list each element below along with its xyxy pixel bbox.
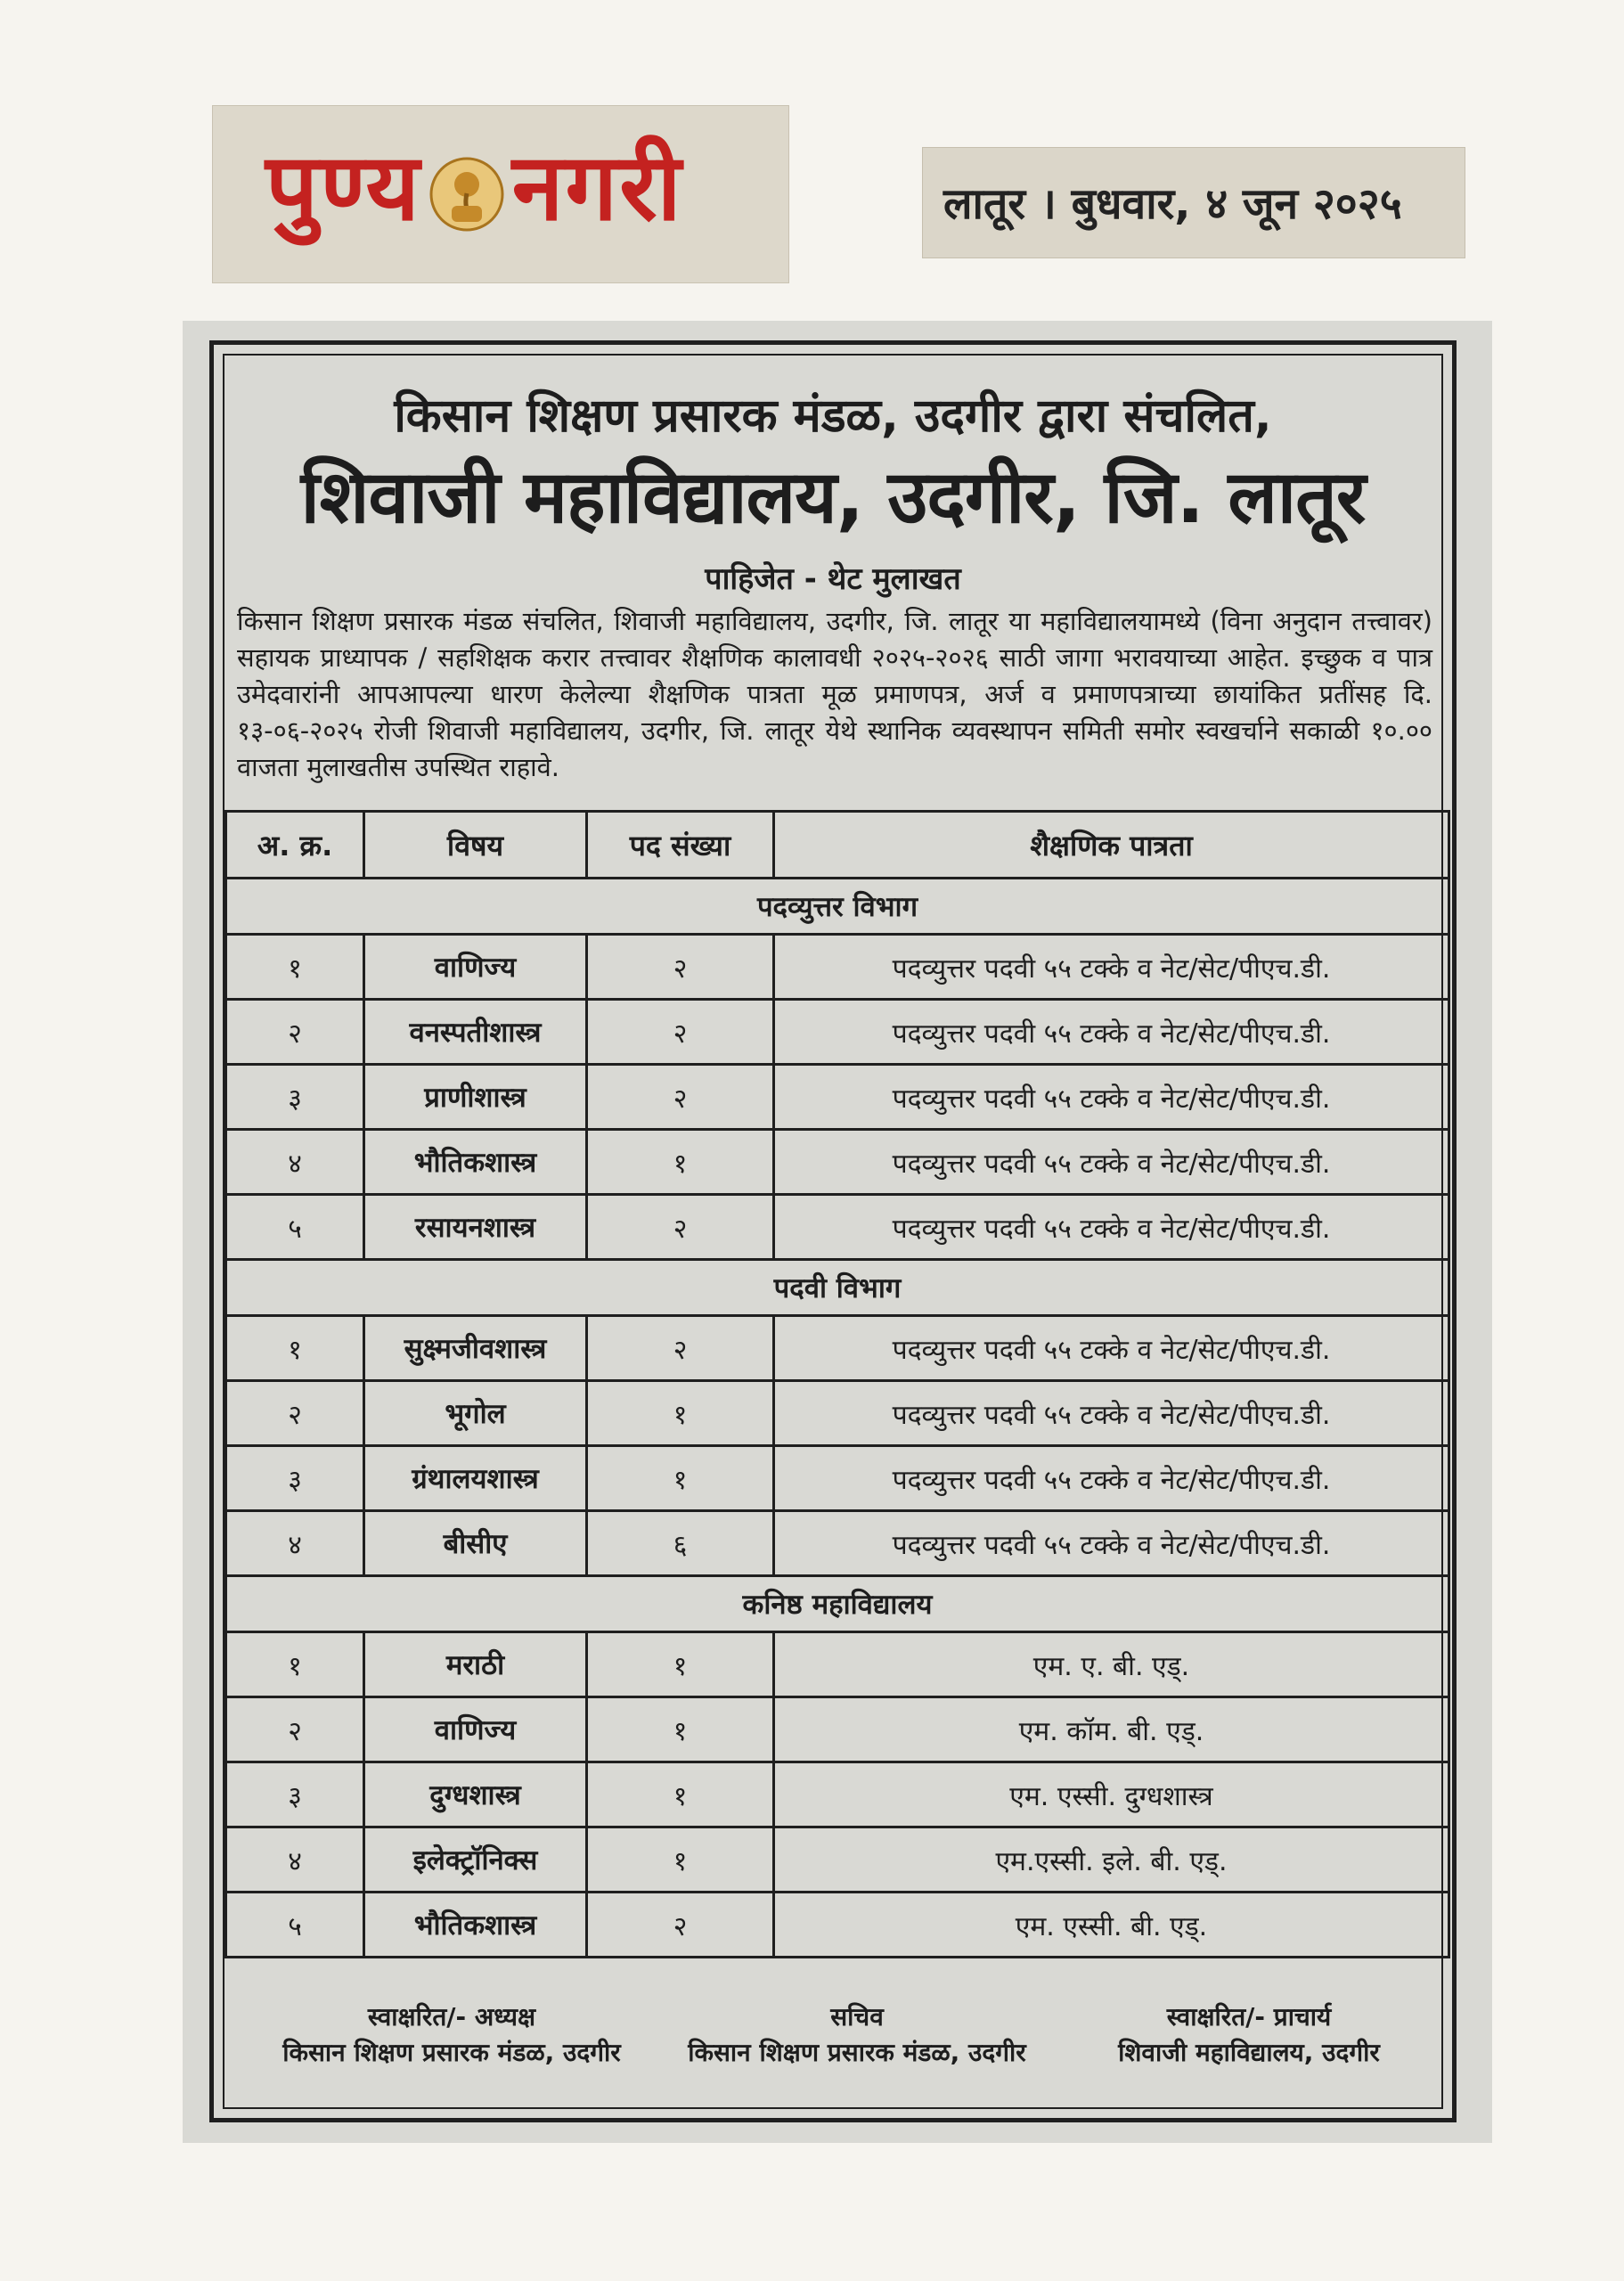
- cell-posts: १: [587, 1697, 774, 1762]
- cell-serial: ३: [226, 1446, 364, 1511]
- cell-qualification: पदव्युत्तर पदवी ५५ टक्के व नेट/सेट/पीएच.डी.: [774, 1195, 1449, 1260]
- cell-qualification: पदव्युत्तर पदवी ५५ टक्के व नेट/सेट/पीएच.डी.: [774, 1130, 1449, 1195]
- cell-posts: २: [587, 1316, 774, 1381]
- cell-serial: १: [226, 1316, 364, 1381]
- table-row: [226, 1000, 1449, 1065]
- cell-serial: १: [226, 935, 364, 1000]
- ganesh-icon: [427, 154, 507, 234]
- cell-posts: २: [587, 1065, 774, 1130]
- cell-qualification: एम. एस्सी. दुग्धशास्त्र: [774, 1762, 1449, 1827]
- notice-inner: [223, 354, 1443, 2109]
- table-row: [226, 1827, 1449, 1893]
- cell-posts: २: [587, 1000, 774, 1065]
- dateline-clip: [922, 147, 1465, 258]
- table-row: [226, 1316, 1449, 1381]
- cell-subject: वाणिज्य: [364, 1697, 587, 1762]
- cell-subject: भौतिकशास्त्र: [364, 1893, 587, 1958]
- cell-serial: १: [226, 1632, 364, 1697]
- signature-secretary: [670, 1999, 1044, 2071]
- table-row: [226, 1381, 1449, 1446]
- cell-qualification: पदव्युत्तर पदवी ५५ टक्के व नेट/सेट/पीएच.डी.: [774, 1065, 1449, 1130]
- cell-subject: भूगोल: [364, 1381, 587, 1446]
- table-row: [226, 935, 1449, 1000]
- table-row: [226, 1446, 1449, 1511]
- table-row: [226, 1130, 1449, 1195]
- logo-right-text: नगरी: [511, 133, 683, 241]
- cell-qualification: पदव्युत्तर पदवी ५५ टक्के व नेट/सेट/पीएच.डी.: [774, 935, 1449, 1000]
- cell-subject: रसायनशास्त्र: [364, 1195, 587, 1260]
- cell-subject: मराठी: [364, 1632, 587, 1697]
- cell-posts: १: [587, 1632, 774, 1697]
- table-row: [226, 1195, 1449, 1260]
- cell-posts: २: [587, 935, 774, 1000]
- notice-clipping: [183, 321, 1492, 2143]
- cell-subject: वाणिज्य: [364, 935, 587, 1000]
- cell-qualification: पदव्युत्तर पदवी ५५ टक्के व नेट/सेट/पीएच.डी.: [774, 1000, 1449, 1065]
- cell-qualification: पदव्युत्तर पदवी ५५ टक्के व नेट/सेट/पीएच.डी.: [774, 1446, 1449, 1511]
- dateline: लातूर । बुधवार, ४ जून २०२५: [943, 179, 1402, 229]
- cell-qualification: एम. कॉम. बी. एड्.: [774, 1697, 1449, 1762]
- notice-border: [209, 340, 1457, 2122]
- vacancy-table: [224, 810, 1450, 1958]
- cell-qualification: पदव्युत्तर पदवी ५५ टक्के व नेट/सेट/पीएच.डी.: [774, 1381, 1449, 1446]
- header-qualification: शैक्षणिक पात्रता: [774, 812, 1449, 879]
- table-row: [226, 1697, 1449, 1762]
- header-posts: पद संख्या: [587, 812, 774, 879]
- cell-qualification: एम. ए. बी. एड्.: [774, 1632, 1449, 1697]
- header-serial: अ. क्र.: [226, 812, 364, 879]
- cell-qualification: एम. एस्सी. बी. एड्.: [774, 1893, 1449, 1958]
- org-line: किसान शिक्षण प्रसारक मंडळ, उदगीर द्वारा संचलित,: [394, 389, 1272, 443]
- cell-posts: १: [587, 1130, 774, 1195]
- signature-title: स्वाक्षरित/- प्राचार्य: [1166, 2002, 1332, 2032]
- cell-posts: २: [587, 1893, 774, 1958]
- section-title: कनिष्ठ महाविद्यालय: [226, 1576, 1449, 1632]
- cell-serial: ३: [226, 1065, 364, 1130]
- cell-serial: ५: [226, 1195, 364, 1260]
- signature-title: सचिव: [830, 2002, 884, 2032]
- cell-serial: २: [226, 1381, 364, 1446]
- cell-serial: ४: [226, 1130, 364, 1195]
- cell-serial: ४: [226, 1511, 364, 1576]
- table-row: [226, 1893, 1449, 1958]
- notice-body: किसान शिक्षण प्रसारक मंडळ संचलित, शिवाजी महाविद्यालय, उदगीर, जि. लातूर या महाविद्यालयामध्ये (विना अनुदान तत्त्वावर) सहायक प्राध्यापक / सहशिक्षक करार तत्त्वावर शैक्षणिक कालावधी २०२५-२०२६ साठी जागा भरावयाच्या आहेत. इच्छुक व पात्र उमेदवारांनी आपआपल्या धारण केलेल्या शैक्षणिक पात्रता मूळ प्रमाणपत्र, अर्ज व प्रमाणपत्राच्या छायांकित प्रतींसह दि. १३-०६-२०२५ रोजी शिवाजी महाविद्यालय, उदगीर, जि. लातूर येथे स्थानिक व्यवस्थापन समिती समोर स्वखर्चाने सकाळी १०.०० वाजता मुलाखतीस उपस्थित राहावे.: [237, 606, 1432, 782]
- cell-posts: १: [587, 1827, 774, 1893]
- cell-subject: बीसीए: [364, 1511, 587, 1576]
- table-row: [226, 1065, 1449, 1130]
- cell-serial: ४: [226, 1827, 364, 1893]
- cell-posts: ६: [587, 1511, 774, 1576]
- cell-serial: ५: [226, 1893, 364, 1958]
- cell-subject: भौतिकशास्त्र: [364, 1130, 587, 1195]
- cell-posts: १: [587, 1762, 774, 1827]
- cell-qualification: पदव्युत्तर पदवी ५५ टक्के व नेट/सेट/पीएच.डी.: [774, 1316, 1449, 1381]
- cell-qualification: पदव्युत्तर पदवी ५५ टक्के व नेट/सेट/पीएच.डी.: [774, 1511, 1449, 1576]
- cell-qualification: एम.एस्सी. इले. बी. एड्.: [774, 1827, 1449, 1893]
- table-row: [226, 1632, 1449, 1697]
- logo-left-text: पुण्य: [265, 133, 421, 241]
- section-title: पदव्युत्तर विभाग: [226, 879, 1449, 935]
- cell-subject: सुक्ष्मजीवशास्त्र: [364, 1316, 587, 1381]
- cell-subject: ग्रंथालयशास्त्र: [364, 1446, 587, 1511]
- section-title: पदवी विभाग: [226, 1260, 1449, 1316]
- cell-serial: २: [226, 1697, 364, 1762]
- header-subject: विषय: [364, 812, 587, 879]
- cell-serial: २: [226, 1000, 364, 1065]
- newspaper-logo: [265, 133, 683, 241]
- signature-principal: [1053, 1999, 1445, 2071]
- cell-posts: १: [587, 1381, 774, 1446]
- cell-subject: वनस्पतीशास्त्र: [364, 1000, 587, 1065]
- cell-serial: ३: [226, 1762, 364, 1827]
- cell-subject: इलेक्ट्रॉनिक्स: [364, 1827, 587, 1893]
- college-title: शिवाजी महाविद्यालय, उदगीर, जि. लातूर: [300, 455, 1366, 540]
- cell-posts: १: [587, 1446, 774, 1511]
- signature-org: किसान शिक्षण प्रसारक मंडळ, उदगीर: [688, 2038, 1026, 2067]
- notice-heading: पाहिजेत - थेट मुलाखत: [705, 561, 961, 597]
- table-header-row: [226, 812, 1449, 879]
- signature-org: शिवाजी महाविद्यालय, उदगीर: [1118, 2038, 1380, 2067]
- newspaper-masthead: [212, 105, 789, 283]
- cell-subject: प्राणीशास्त्र: [364, 1065, 587, 1130]
- signature-title: स्वाक्षरित/- अध्यक्ष: [367, 2002, 536, 2032]
- signature-org: किसान शिक्षण प्रसारक मंडळ, उदगीर: [282, 2038, 621, 2067]
- signature-president: [242, 1999, 661, 2071]
- table-row: [226, 1511, 1449, 1576]
- table-row: [226, 1762, 1449, 1827]
- cell-subject: दुग्धशास्त्र: [364, 1762, 587, 1827]
- cell-posts: २: [587, 1195, 774, 1260]
